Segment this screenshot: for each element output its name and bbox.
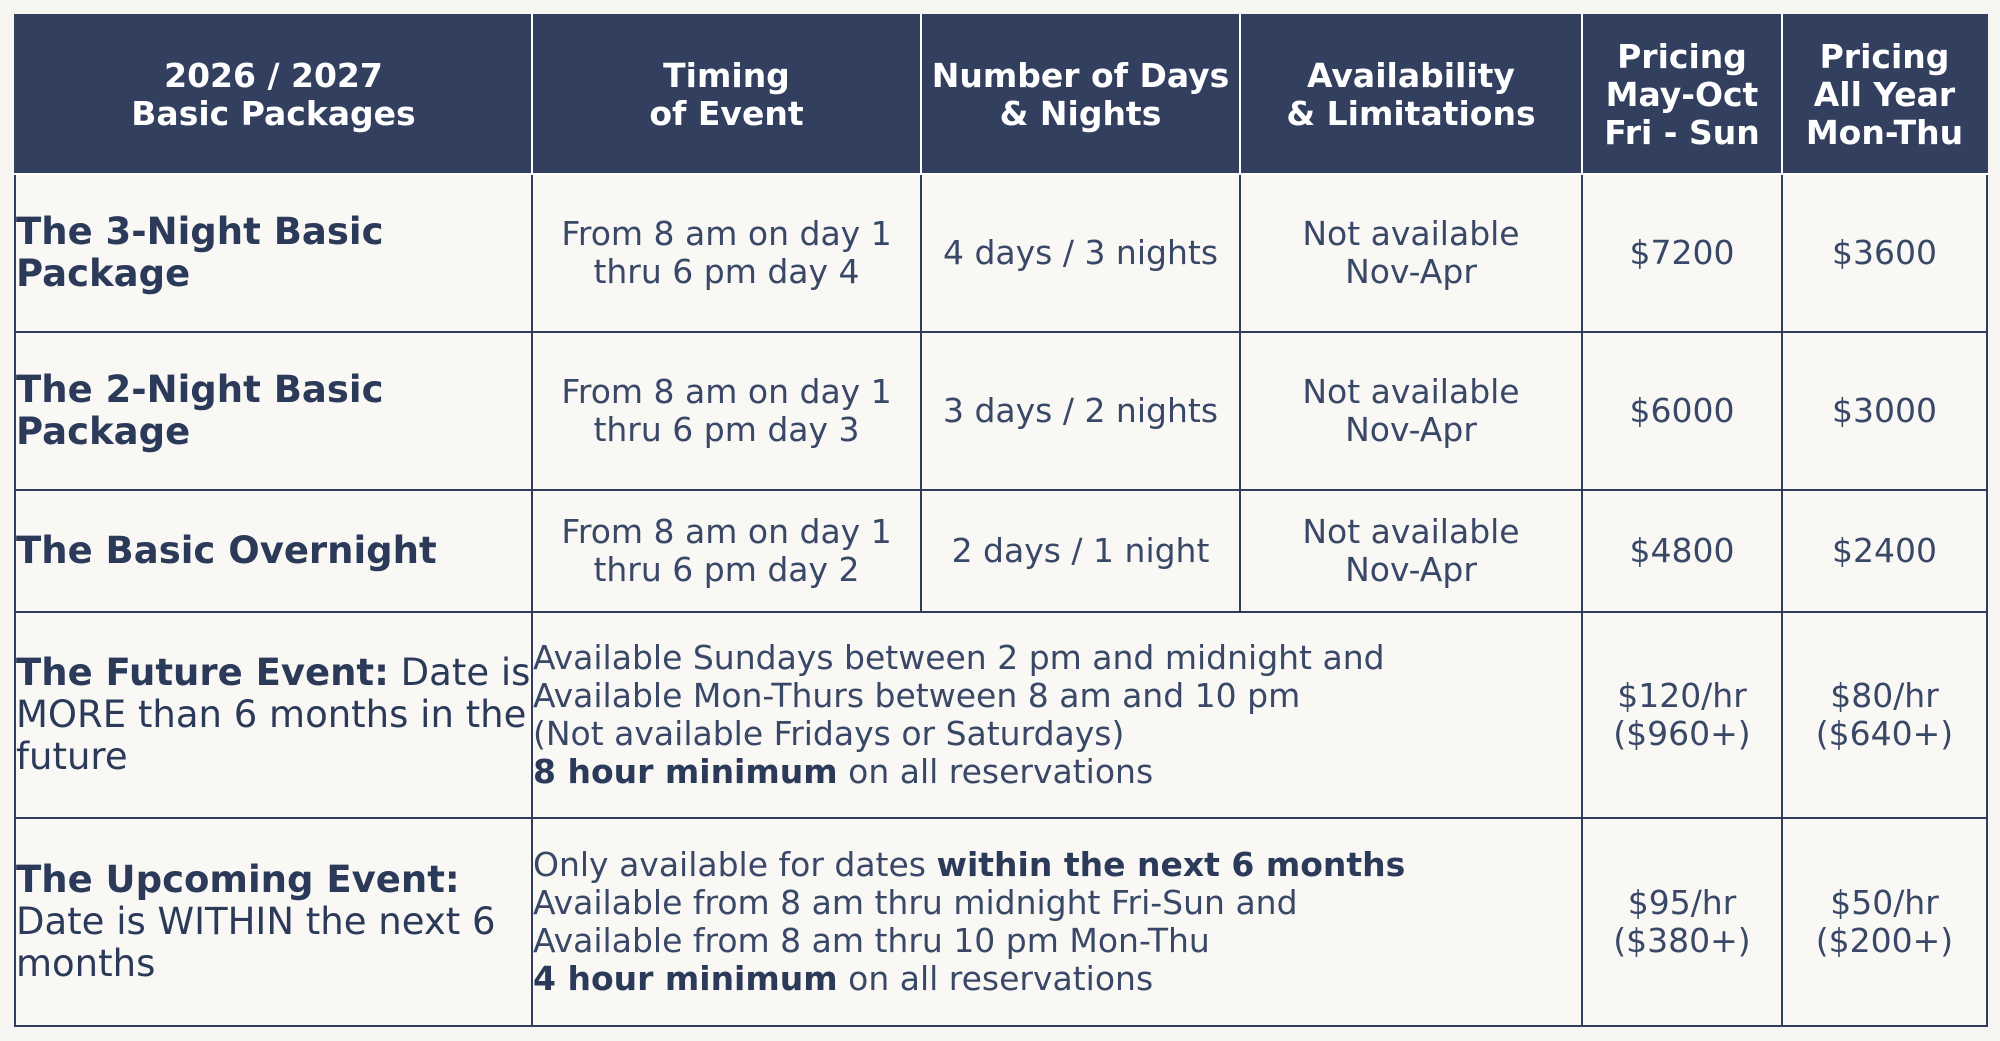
- price-weekend: $6000: [1582, 332, 1782, 490]
- header-days-nights: Number of Days & Nights: [921, 15, 1240, 174]
- price-weekend: $120/hr ($960+): [1582, 612, 1782, 818]
- table-row-upcoming-event: [15, 818, 1987, 1026]
- timing-cell: From 8 am on day 1 thru 6 pm day 3: [532, 332, 921, 490]
- days-cell: 2 days / 1 night: [921, 490, 1240, 612]
- table-row: [15, 332, 1987, 490]
- pricing-table: [14, 14, 1988, 1027]
- header-timing: Timing of Event: [532, 15, 921, 174]
- timing-cell: From 8 am on day 1 thru 6 pm day 2: [532, 490, 921, 612]
- availability-cell: Not available Nov-Apr: [1240, 174, 1582, 332]
- future-event-name: The Future Event: Date is MORE than 6 months in the future: [15, 612, 532, 818]
- package-name: The 2-Night Basic Package: [15, 332, 532, 490]
- price-weekend: $4800: [1582, 490, 1782, 612]
- package-name: The 3-Night Basic Package: [15, 174, 532, 332]
- availability-cell: Not available Nov-Apr: [1240, 332, 1582, 490]
- timing-cell: From 8 am on day 1 thru 6 pm day 4: [532, 174, 921, 332]
- header-packages: 2026 / 2027 Basic Packages: [15, 15, 532, 174]
- price-weekday: $2400: [1782, 490, 1987, 612]
- table-row-future-event: [15, 612, 1987, 818]
- availability-cell: Not available Nov-Apr: [1240, 490, 1582, 612]
- header-pricing-may-oct: Pricing May-Oct Fri - Sun: [1582, 15, 1782, 174]
- price-weekday: $80/hr ($640+): [1782, 612, 1987, 818]
- table-row: [15, 490, 1987, 612]
- price-weekday: $3000: [1782, 332, 1987, 490]
- table-row: [15, 174, 1987, 332]
- days-cell: 3 days / 2 nights: [921, 332, 1240, 490]
- price-weekday: $50/hr ($200+): [1782, 818, 1987, 1026]
- header-row: [15, 15, 1987, 174]
- price-weekday: $3600: [1782, 174, 1987, 332]
- future-event-description: Available Sundays between 2 pm and midnight and Available Mon-Thurs between 8 am and 10 pm (Not available Fridays or Saturdays) 8 hour minimum on all reservations: [532, 612, 1582, 818]
- header-pricing-all-year: Pricing All Year Mon-Thu: [1782, 15, 1987, 174]
- header-availability: Availability & Limitations: [1240, 15, 1582, 174]
- price-weekend: $95/hr ($380+): [1582, 818, 1782, 1026]
- price-weekend: $7200: [1582, 174, 1782, 332]
- package-name: The Basic Overnight: [15, 490, 532, 612]
- upcoming-event-description: Only available for dates within the next 6 months Available from 8 am thru midnight Fri-Sun and Available from 8 am thru 10 pm Mon-Thu 4 hour minimum on all reservations: [532, 818, 1582, 1026]
- upcoming-event-name: The Upcoming Event: Date is WITHIN the next 6 months: [15, 818, 532, 1026]
- days-cell: 4 days / 3 nights: [921, 174, 1240, 332]
